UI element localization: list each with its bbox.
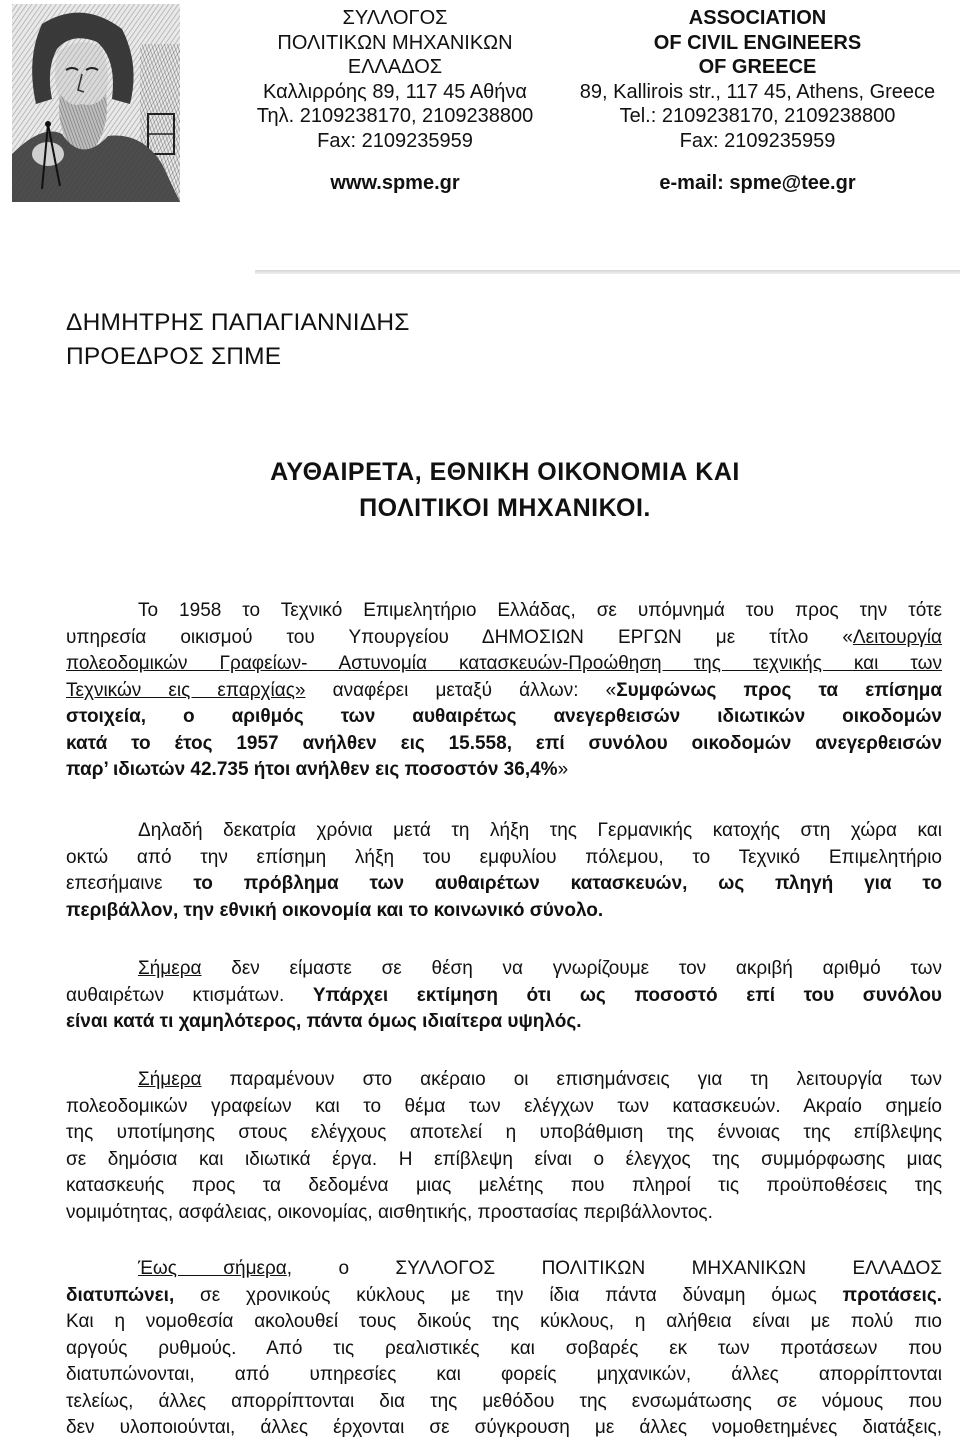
p1-line: κατά το έτος 1957 ανήλθεν εις 15.558, επί συνόλου οικοδομών ανεγερθεισών <box>66 732 942 754</box>
author-block <box>66 306 410 374</box>
org-name-en-line1: ASSOCIATION <box>688 7 827 29</box>
org-name-line3: ΕΛΛΑΔΟΣ <box>347 56 443 78</box>
title-line1: ΑΥΘΑΙΡΕΤΑ, ΕΘΝΙΚΗ ΟΙΚΟΝΟΜΙΑ ΚΑΙ <box>270 458 740 486</box>
p4-line: πολεοδομικών γραφείων και το θέμα των ελέγχων των κατασκευών. Ακραίο σημείο <box>66 1095 942 1117</box>
p1-line: στοιχεία, ο αριθμός των αυθαιρέτως ανεγερθεισών ιδιωτικών οικοδομών <box>66 706 942 727</box>
header-divider <box>255 270 960 274</box>
p5-line: διατυπώνει, σε χρονικούς κύκλους με την ίδια πάντα δύναμη όμως προτάσεις. <box>66 1284 942 1306</box>
p4-line: σε δημόσια και ιδιωτικά έργα. Η επίβλεψη είναι ο έλεγχος της συμμόρφωσης μιας <box>66 1148 942 1170</box>
p4-line: κατασκευής προς τα δεδομένα μιας μελέτης που πληροί τις προϋποθέσεις της <box>66 1175 942 1196</box>
p5-line: τελείως, άλλες απορρίπτονται δια της μεθόδου της ενσωμάτωσης σε νόμους που <box>66 1390 942 1412</box>
website-link[interactable]: www.spme.gr <box>330 172 460 194</box>
fax-en: Fax: 2109235959 <box>679 129 836 152</box>
memo-title-link: Λειτουργία <box>852 626 942 648</box>
portrait-image <box>12 4 180 202</box>
p4-line: Σήμερα παραμένουν στο ακέραιο οι επισημάνσεις για τη λειτουργία των <box>138 1069 942 1090</box>
author-name: ΔΗΜΗΤΡΗΣ ΠΑΠΑΓΙΑΝΝΙΔΗΣ <box>66 309 410 336</box>
p2-line: επεσήμαινε το πρόβλημα των αυθαιρέτων κατασκευών, ως πληγή για το <box>66 873 942 894</box>
fax: Fax: 2109235959 <box>317 129 473 152</box>
header-greek <box>240 6 550 196</box>
p3-line: αυθαιρέτων κτισμάτων. Υπάρχει εκτίμηση ότι ως ποσοστό επί του συνόλου <box>66 984 942 1006</box>
paragraph-3 <box>66 956 942 1036</box>
p1-line: Τεχνικών εις επαρχίας» αναφέρει μεταξύ άλλων: «Συμφώνως προς τα επίσημα <box>66 679 943 701</box>
p5-line: Έως σήμερα, ο ΣΥΛΛΟΓΟΣ ΠΟΛΙΤΙΚΩΝ ΜΗΧΑΝΙΚΩΝ ΕΛΛΑΔΟΣ <box>138 1258 942 1279</box>
p5-line: αργούς ρυθμούς. Από τις ρεαλιστικές και σοβαρές εκ των προτάσεων που <box>66 1337 942 1359</box>
org-name-line2: ΠΟΛΙΤΙΚΩΝ ΜΗΧΑΝΙΚΩΝ <box>277 31 513 54</box>
paragraph-4 <box>66 1067 942 1226</box>
p1-line: υπηρεσία οικισμού του Υπουργείου ΔΗΜΟΣΙΩΝ ΕΡΓΩΝ με τίτλο «Λειτουργία <box>66 626 942 648</box>
p1-line: πολεοδομικών Γραφείων- Αστυνομία κατασκευών-Προώθηση της τεχνικής και των <box>66 653 942 674</box>
p2-line: περιβάλλον, την εθνική οικονομία και το κοινωνικό σύνολο. <box>66 899 604 921</box>
title-line2: ΠΟΛΙΤΙΚΟΙ ΜΗΧΑΝΙΚΟΙ. <box>359 494 651 522</box>
p3-line: Σήμερα δεν είμαστε σε θέση να γνωρίζουμε τον ακριβή αριθμό των <box>138 958 942 979</box>
phone: Τηλ. 2109238170, 2109238800 <box>256 105 534 127</box>
address: Καλλιρρόης 89, 117 45 Αθήνα <box>263 80 527 103</box>
p3-line: είναι κατά τι χαμηλότερος, πάντα όμως ιδιαίτερα υψηλός. <box>66 1011 582 1032</box>
portrait-engraving <box>12 4 180 202</box>
address-en: 89, Kallirois str., 117 45, Athens, Greece <box>579 80 936 103</box>
article-title <box>100 454 910 526</box>
p5-line: Και η νομοθεσία ακολουθεί τους δικούς της κύκλους, η αλήθεια είναι με πολύ πιο <box>66 1311 942 1332</box>
paragraph-5 <box>66 1256 942 1442</box>
p1-line: Το 1958 το Τεχνικό Επιμελητήριο Ελλάδας, σε υπόμνημά του προς την τότε <box>138 600 942 621</box>
org-name-en-line2: OF CIVIL ENGINEERS <box>653 31 862 54</box>
phone-en: Tel.: 2109238170, 2109238800 <box>619 105 896 127</box>
p1-line: παρ’ ιδιωτών 42.735 ήτοι ανήλθεν εις ποσοστόν 36,4%» <box>66 759 569 780</box>
p2-line: Δηλαδή δεκατρία χρόνια μετά τη λήξη της Γερμανικής κατοχής στη χώρα και <box>138 820 942 841</box>
p2-line: οκτώ από την επίσημη λήξη του εμφυλίου πόλεμου, το Τεχνικό Επιμελητήριο <box>66 846 942 868</box>
p5-line: διατυπώνονται, από υπηρεσίες και φορείς μηχανικών, άλλες απορρίπτονται <box>66 1364 942 1385</box>
org-name-line1: ΣΥΛΛΟΓΟΣ <box>342 7 448 29</box>
header-english <box>560 6 955 196</box>
p5-line: δεν υλοποιούνται, άλλες έρχονται σε σύγκρουση με άλλες νομοθετημένες διατάξεις, <box>66 1417 942 1438</box>
paragraph-1 <box>66 598 942 784</box>
author-role: ΠΡΟΕΔΡΟΣ ΣΠΜΕ <box>66 343 282 370</box>
p4-line: της υποτίμησης στους ελέγχους αποτελεί η υποβάθμιση της έννοιας της επίβλεψης <box>66 1122 942 1143</box>
org-name-en-line3: OF GREECE <box>698 56 817 78</box>
p4-line: νομιμότητας, ασφάλειας, οικονομίας, αισθητικής, προστασίας περιβάλλοντος. <box>66 1201 713 1223</box>
email-link[interactable]: e-mail: spme@tee.gr <box>659 172 856 194</box>
paragraph-2 <box>66 818 942 924</box>
